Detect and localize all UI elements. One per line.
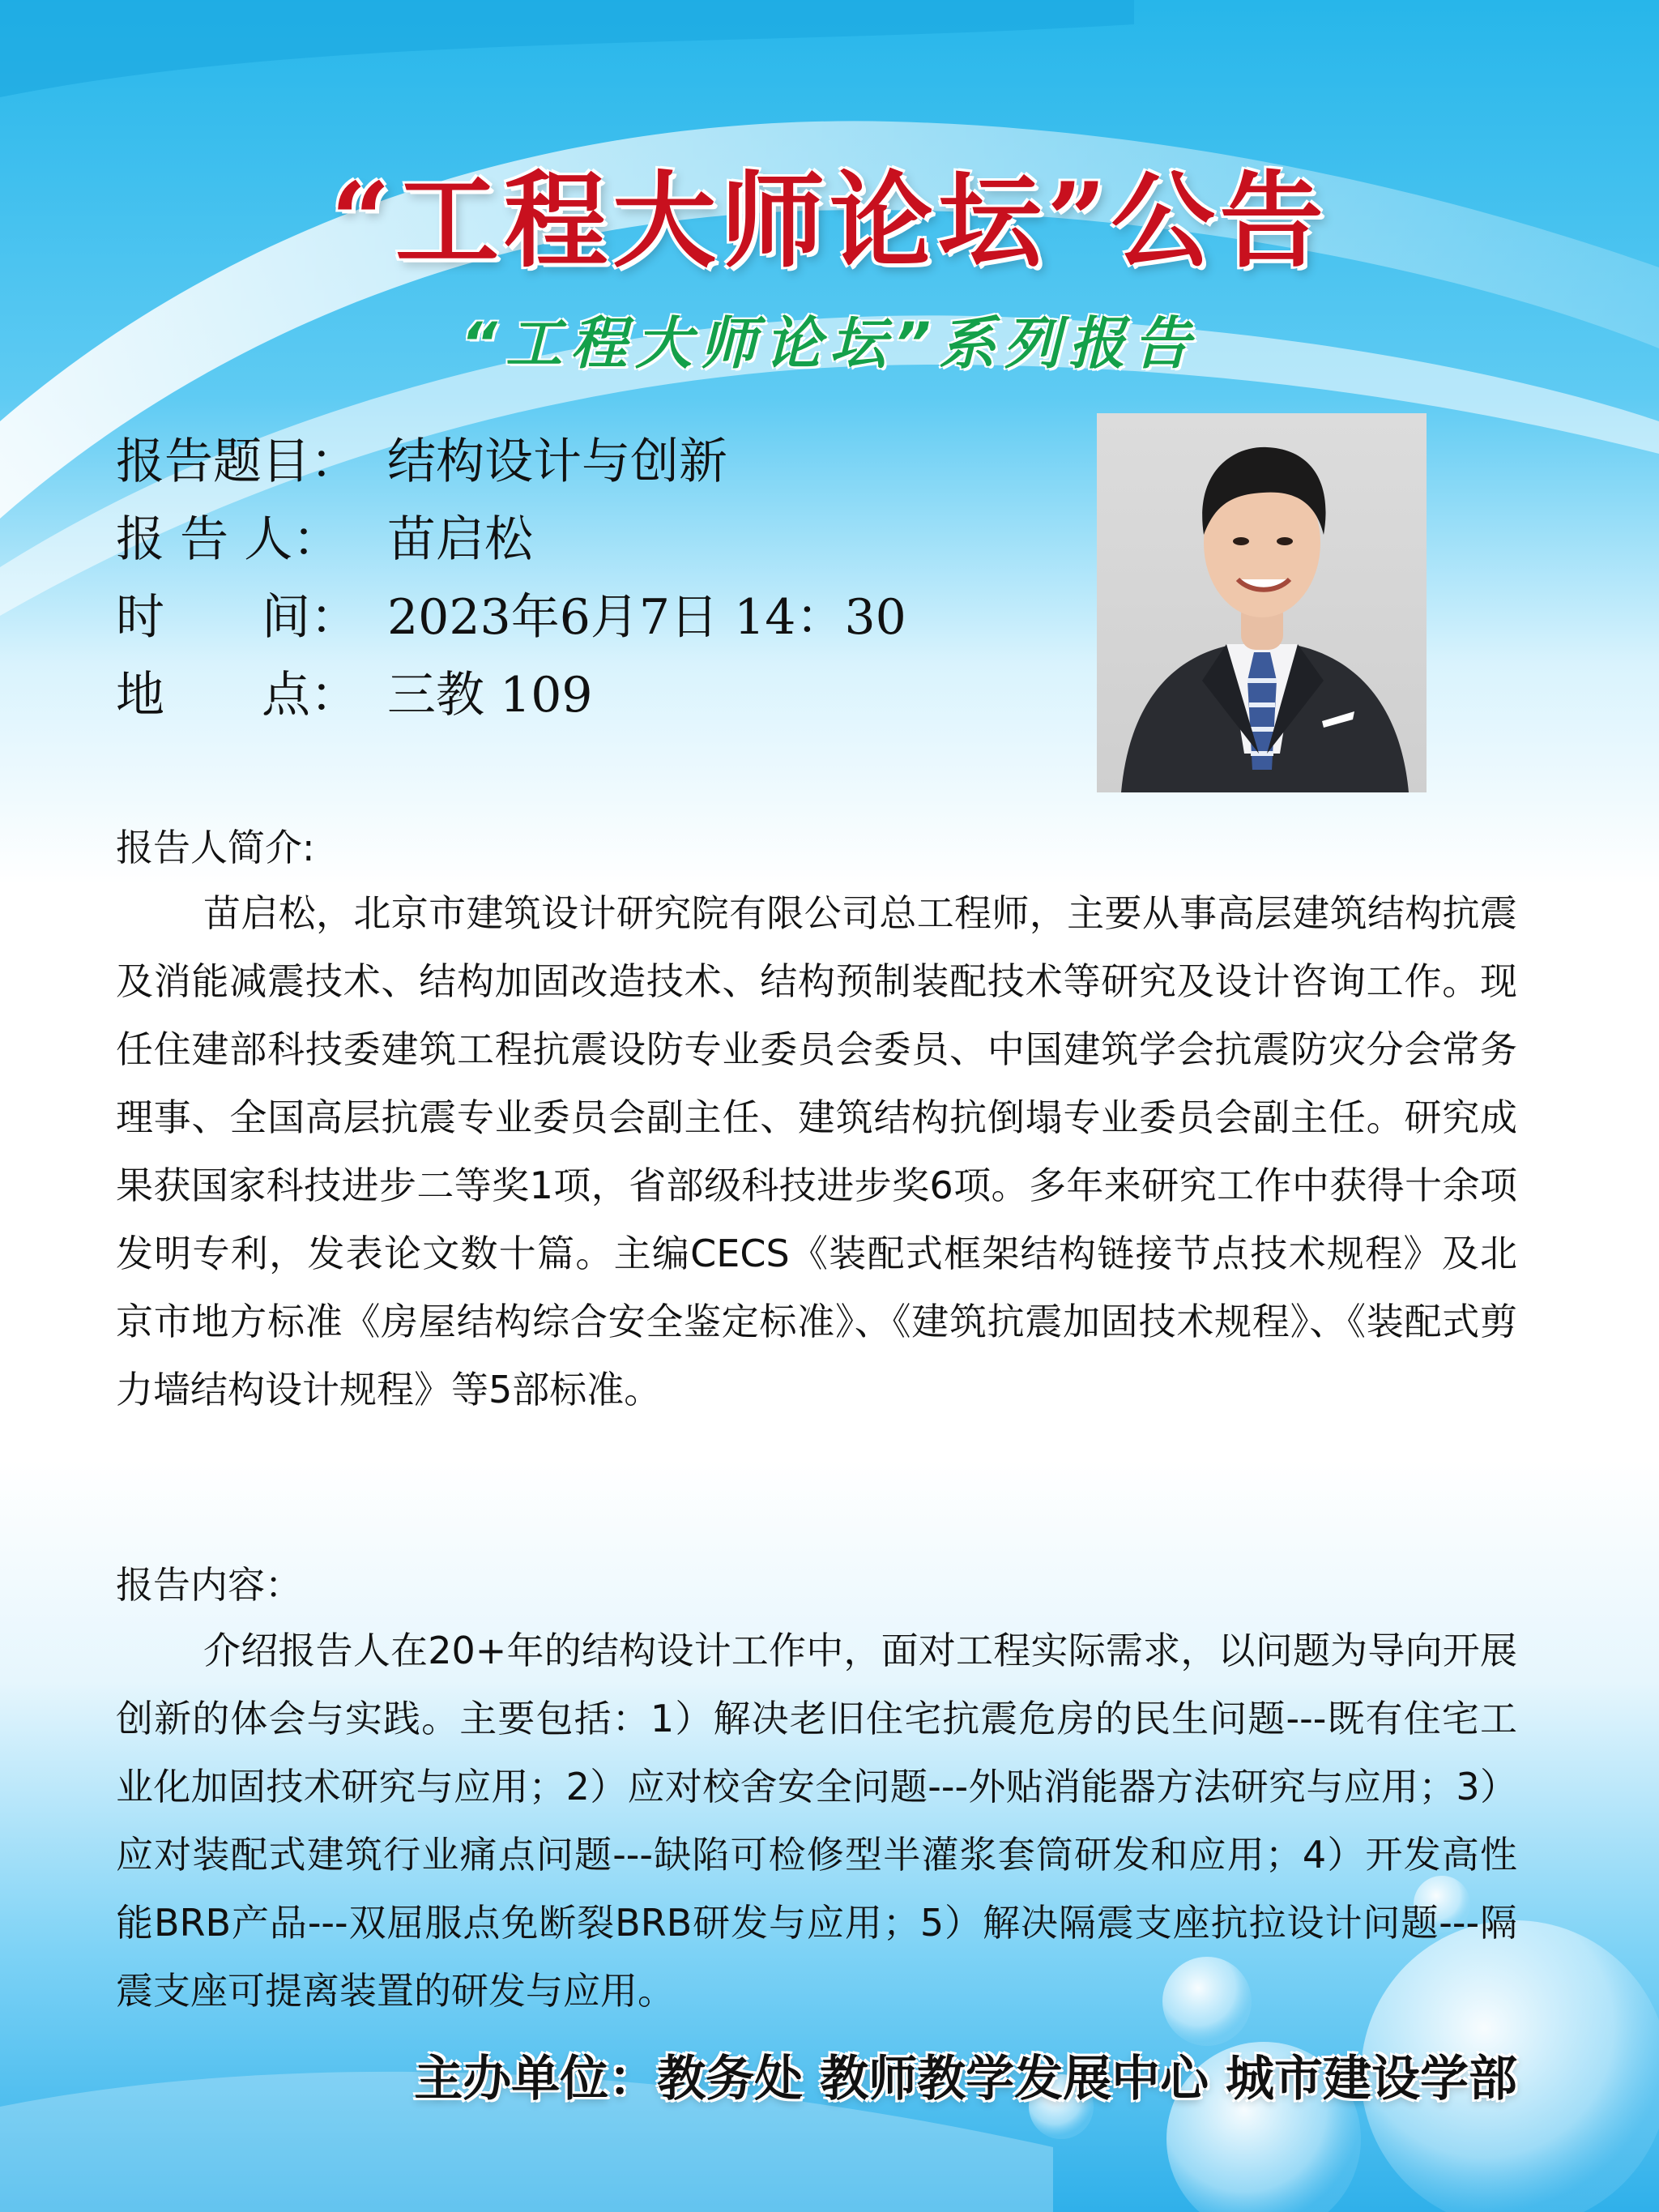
info-value: 结构设计与创新 [387, 433, 727, 490]
page-title: “工程大师论坛”公告 [331, 160, 1328, 282]
bio-heading: 报告人简介: [116, 826, 315, 869]
content-heading: 报告内容： [116, 1563, 302, 1607]
info-value: 2023年6月7日 14：30 [387, 589, 906, 646]
info-label: 报 告 人： [116, 511, 342, 568]
info-label: 地 点： [116, 667, 359, 724]
speaker-photo [1097, 413, 1427, 792]
sponsor-line: 主办单位：教务处 教师教学发展中心 城市建设学部 [414, 2051, 1517, 2107]
content-text: 介绍报告人在20+年的结构设计工作中，面对工程实际需求，以问题为导向开展创新的体会与实践。主要包括：1）解决老旧住宅抗震危房的民生问题---既有住宅工业化加固技术研究与应用；2）应对校舍安全问题---外贴消能器方法研究与应用；3）应对装配式建筑行业痛点问题---缺陷可检修型半灌浆套筒研发和应用；4）开发高性能BRB产品---双屈服点免断裂BRB研发与应用；5）解决隔震支座抗拉设计问题---隔震支座可提离装置的研发与应用。 [116, 1629, 1517, 2013]
page-subtitle: “工程大师论坛”系列报告 [460, 310, 1199, 377]
report-info [116, 423, 906, 734]
speaker-portrait-image [1097, 413, 1427, 792]
info-row-topic [116, 423, 906, 501]
info-row-time [116, 579, 906, 656]
info-value: 三教 109 [387, 667, 593, 724]
info-label: 报告题目： [116, 433, 359, 490]
info-value: 苗启松 [387, 511, 533, 568]
info-label: 时 间： [116, 589, 359, 646]
bio-text: 苗启松，北京市建筑设计研究院有限公司总工程师，主要从事高层建筑结构抗震及消能减震技术、结构加固改造技术、结构预制装配技术等研究及设计咨询工作。现任住建部科技委建筑工程抗震设防专业委员会委员、中国建筑学会抗震防灾分会常务理事、全国高层抗震专业委员会副主任、建筑结构抗倒塌专业委员会副主任。研究成果获国家科技进步二等奖1项，省部级科技进步奖6项。多年来研究工作中获得十余项发明专利，发表论文数十篇。主编CECS《装配式框架结构链接节点技术规程》及北京市地方标准《房屋结构综合安全鉴定标准》、《建筑抗震加固技术规程》、《装配式剪力墙结构设计规程》等5部标准。 [116, 891, 1517, 1411]
info-row-speaker [116, 501, 906, 579]
info-row-location [116, 656, 906, 734]
